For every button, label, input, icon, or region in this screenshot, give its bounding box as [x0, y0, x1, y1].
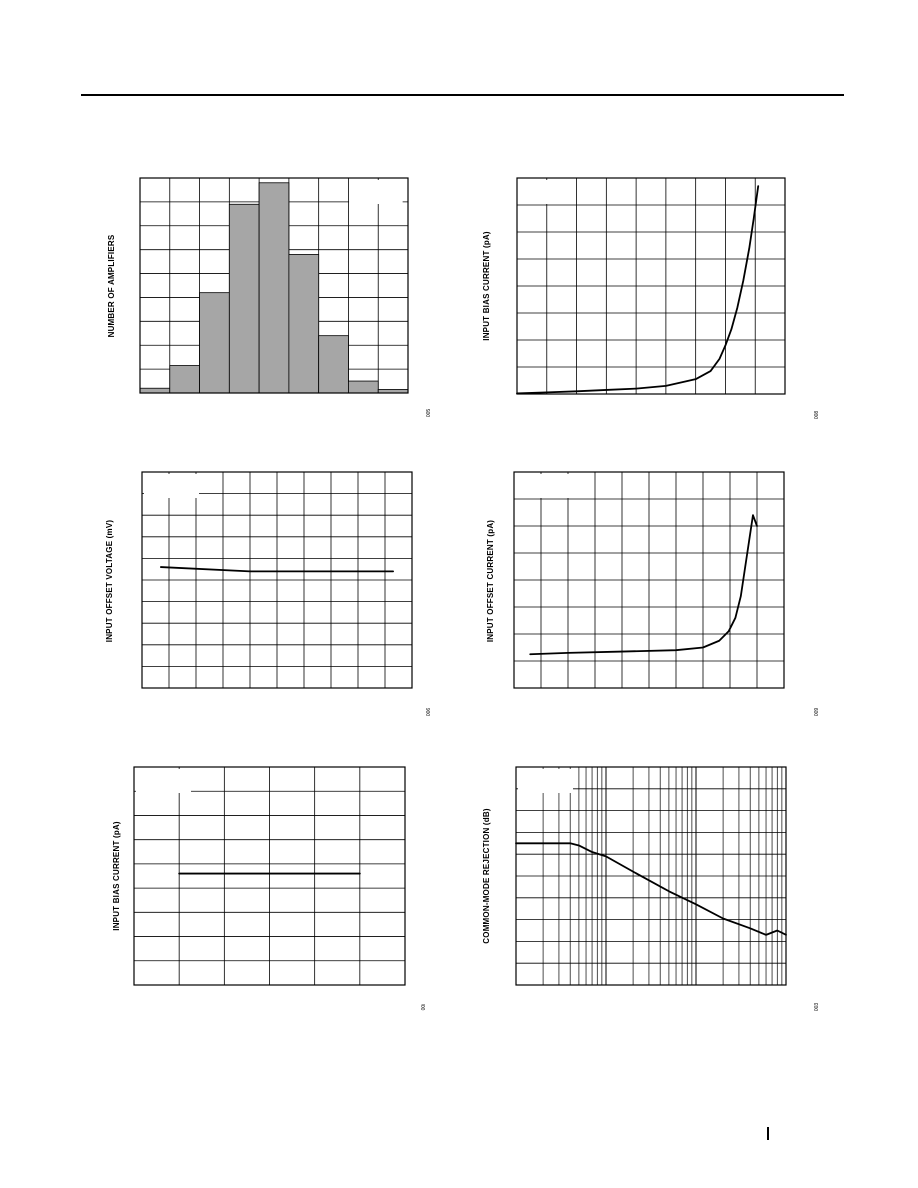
- plot-area: [140, 178, 408, 393]
- legend-box: [144, 474, 199, 498]
- bar: [259, 183, 289, 393]
- chart-amplifier-histogram: [100, 170, 440, 430]
- page-marker: [767, 1127, 769, 1140]
- y-axis-label: COMMON-MODE REJECTION (dB): [482, 808, 491, 944]
- plot-area: [134, 767, 405, 985]
- figure-id: 006: [426, 707, 432, 717]
- y-axis-label: INPUT BIAS CURRENT (pA): [482, 231, 491, 341]
- plot-area: [142, 472, 412, 688]
- y-axis-label: INPUT BIAS CURRENT (pA): [112, 821, 121, 931]
- y-axis-label: INPUT OFFSET CURRENT (pA): [486, 519, 495, 643]
- plot-area: [516, 767, 786, 985]
- series-line: [530, 515, 757, 654]
- chart-input-bias-current-flat: [100, 760, 440, 1020]
- series-line: [517, 186, 758, 393]
- plot-area: [517, 178, 785, 394]
- figure-id: 00i: [421, 1003, 427, 1011]
- legend-box: [516, 474, 571, 498]
- chart-input-offset-current: [470, 465, 830, 725]
- figure-id: 009: [814, 707, 820, 717]
- legend-box: [349, 180, 403, 204]
- plot-area: [514, 472, 784, 688]
- series-line: [516, 843, 786, 935]
- chart-input-bias-current-vs-temperature: [470, 170, 830, 430]
- chart-input-offset-voltage: [100, 465, 440, 725]
- bar: [319, 336, 349, 393]
- bar: [348, 381, 378, 393]
- figure-id: 005: [426, 408, 432, 418]
- header-rule: [81, 94, 844, 96]
- figure-id: 003: [814, 1002, 820, 1012]
- figure-id: 008: [814, 410, 820, 420]
- legend-box: [518, 769, 573, 793]
- chart-common-mode-rejection: [470, 760, 830, 1020]
- bar: [229, 204, 259, 393]
- legend-box: [136, 769, 191, 793]
- bar: [170, 366, 200, 393]
- bar: [289, 254, 319, 393]
- y-axis-label: INPUT OFFSET VOLTAGE (mV): [105, 519, 114, 643]
- y-axis-label: NUMBER OF AMPLIFIERS: [107, 234, 116, 338]
- bar: [140, 388, 170, 393]
- legend-box: [519, 180, 574, 204]
- bar: [200, 293, 230, 393]
